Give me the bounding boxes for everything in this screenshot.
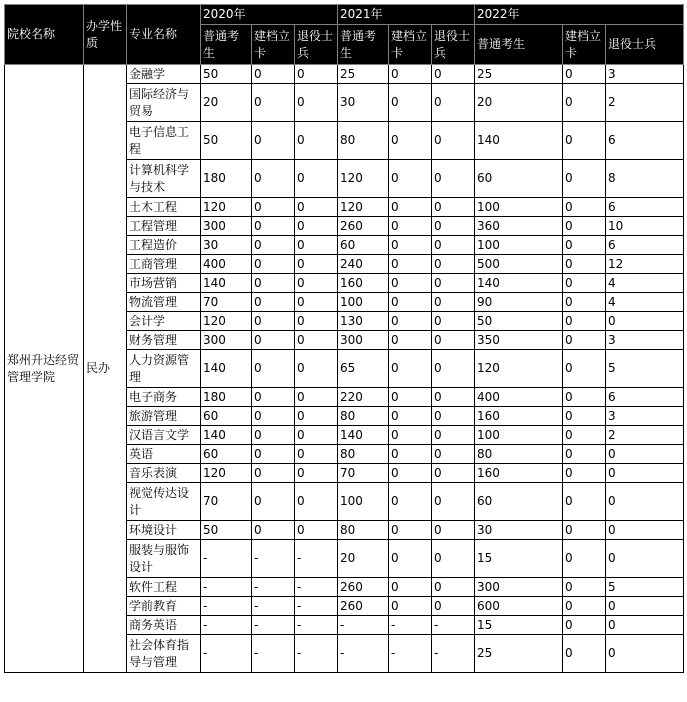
quota-cell: 30 [201, 236, 252, 255]
header-poverty-2021: 建档立卡 [389, 25, 432, 65]
quota-cell: 0 [432, 540, 475, 578]
quota-cell: 0 [389, 483, 432, 521]
quota-cell: 0 [389, 217, 432, 236]
quota-cell: 50 [201, 521, 252, 540]
quota-cell: - [252, 578, 295, 597]
quota-cell: 80 [475, 445, 563, 464]
quota-cell: 0 [389, 426, 432, 445]
quota-cell: 0 [432, 483, 475, 521]
header-year-2021: 2021年 [338, 5, 475, 25]
quota-cell: 0 [432, 274, 475, 293]
quota-cell: 0 [252, 407, 295, 426]
quota-cell: 0 [563, 274, 606, 293]
quota-cell: 90 [475, 293, 563, 312]
quota-cell: 0 [432, 426, 475, 445]
quota-cell: 20 [201, 84, 252, 122]
quota-cell: 3 [606, 331, 684, 350]
major-name-cell: 学前教育 [127, 597, 201, 616]
quota-cell: 140 [201, 350, 252, 388]
quota-cell: 12 [606, 255, 684, 274]
quota-cell: 120 [201, 312, 252, 331]
quota-cell: 120 [338, 198, 389, 217]
quota-cell: 0 [252, 217, 295, 236]
quota-cell: 80 [338, 521, 389, 540]
major-name-cell: 计算机科学与技术 [127, 160, 201, 198]
quota-cell: 4 [606, 293, 684, 312]
quota-cell: 50 [201, 65, 252, 84]
header-veteran-2021: 退役士兵 [432, 25, 475, 65]
header-regular-2020: 普通考生 [201, 25, 252, 65]
quota-cell: 400 [201, 255, 252, 274]
quota-cell: 0 [563, 331, 606, 350]
quota-cell: - [295, 540, 338, 578]
quota-cell: 0 [389, 65, 432, 84]
quota-cell: 0 [432, 578, 475, 597]
quota-cell: - [432, 616, 475, 635]
quota-cell: 0 [252, 521, 295, 540]
quota-cell: 0 [295, 160, 338, 198]
quota-cell: - [389, 635, 432, 673]
major-name-cell: 视觉传达设计 [127, 483, 201, 521]
quota-cell: 5 [606, 350, 684, 388]
school-name-cell: 郑州升达经贸管理学院 [5, 65, 84, 673]
quota-cell: 0 [295, 350, 338, 388]
quota-cell: - [201, 635, 252, 673]
quota-cell: 0 [563, 635, 606, 673]
quota-cell: 0 [295, 464, 338, 483]
major-name-cell: 英语 [127, 445, 201, 464]
quota-cell: - [295, 597, 338, 616]
quota-cell: 220 [338, 388, 389, 407]
quota-cell: 0 [295, 84, 338, 122]
quota-cell: 100 [475, 198, 563, 217]
quota-cell: 0 [563, 426, 606, 445]
quota-cell: 260 [338, 597, 389, 616]
quota-cell: 0 [252, 84, 295, 122]
quota-cell: 360 [475, 217, 563, 236]
quota-cell: 100 [338, 483, 389, 521]
quota-cell: 0 [295, 274, 338, 293]
quota-cell: 0 [389, 464, 432, 483]
quota-cell: 0 [563, 236, 606, 255]
major-name-cell: 电子商务 [127, 388, 201, 407]
quota-cell: 0 [252, 274, 295, 293]
quota-cell: 0 [563, 407, 606, 426]
quota-cell: 0 [563, 350, 606, 388]
major-name-cell: 商务英语 [127, 616, 201, 635]
quota-cell: 0 [606, 597, 684, 616]
quota-cell: 0 [389, 521, 432, 540]
quota-cell: 0 [432, 198, 475, 217]
quota-cell: - [295, 635, 338, 673]
quota-cell: 5 [606, 578, 684, 597]
quota-cell: 8 [606, 160, 684, 198]
quota-cell: 50 [201, 122, 252, 160]
quota-cell: 0 [432, 122, 475, 160]
quota-cell: 100 [475, 236, 563, 255]
quota-cell: 260 [338, 578, 389, 597]
quota-cell: 0 [432, 388, 475, 407]
quota-cell: - [201, 578, 252, 597]
table-body [5, 65, 684, 673]
quota-cell: 0 [389, 160, 432, 198]
quota-cell: 0 [432, 407, 475, 426]
quota-cell: 0 [563, 388, 606, 407]
quota-cell: - [252, 616, 295, 635]
quota-cell: 0 [295, 407, 338, 426]
quota-cell: 6 [606, 198, 684, 217]
quota-cell: 140 [338, 426, 389, 445]
quota-cell: 0 [295, 236, 338, 255]
quota-cell: 0 [295, 255, 338, 274]
quota-cell: 2 [606, 426, 684, 445]
quota-cell: 140 [201, 426, 252, 445]
quota-cell: 180 [201, 160, 252, 198]
quota-cell: 0 [432, 464, 475, 483]
admission-plan-table [4, 4, 684, 673]
quota-cell: 0 [389, 331, 432, 350]
quota-cell: 100 [475, 426, 563, 445]
major-name-cell: 工程管理 [127, 217, 201, 236]
header-major: 专业名称 [127, 5, 201, 65]
quota-cell: 0 [295, 198, 338, 217]
quota-cell: 160 [475, 464, 563, 483]
quota-cell: - [201, 540, 252, 578]
quota-cell: 0 [252, 255, 295, 274]
quota-cell: 0 [563, 483, 606, 521]
quota-cell: 0 [252, 312, 295, 331]
quota-cell: 0 [606, 464, 684, 483]
major-name-cell: 金融学 [127, 65, 201, 84]
quota-cell: 0 [295, 445, 338, 464]
quota-cell: 0 [432, 350, 475, 388]
quota-cell: 0 [432, 331, 475, 350]
quota-cell: 0 [389, 445, 432, 464]
major-name-cell: 环境设计 [127, 521, 201, 540]
quota-cell: 60 [338, 236, 389, 255]
header-poverty-2022: 建档立卡 [563, 25, 606, 65]
quota-cell: 0 [563, 464, 606, 483]
quota-cell: 0 [432, 160, 475, 198]
quota-cell: 120 [201, 198, 252, 217]
quota-cell: 0 [295, 388, 338, 407]
quota-cell: 0 [389, 236, 432, 255]
quota-cell: 0 [432, 312, 475, 331]
quota-cell: 0 [389, 350, 432, 388]
quota-cell: 130 [338, 312, 389, 331]
quota-cell: 6 [606, 388, 684, 407]
quota-cell: 25 [475, 65, 563, 84]
quota-cell: 0 [389, 84, 432, 122]
quota-cell: 0 [295, 293, 338, 312]
quota-cell: 80 [338, 445, 389, 464]
quota-cell: 300 [338, 331, 389, 350]
table-header [5, 5, 684, 65]
quota-cell: 0 [389, 293, 432, 312]
quota-cell: 300 [201, 331, 252, 350]
quota-cell: 0 [606, 540, 684, 578]
quota-cell: 15 [475, 616, 563, 635]
quota-cell: 300 [201, 217, 252, 236]
quota-cell: - [295, 616, 338, 635]
quota-cell: 0 [252, 426, 295, 445]
quota-cell: 0 [606, 616, 684, 635]
quota-cell: 0 [389, 578, 432, 597]
quota-cell: 0 [295, 122, 338, 160]
quota-cell: 0 [432, 236, 475, 255]
quota-cell: 80 [338, 122, 389, 160]
quota-cell: - [201, 616, 252, 635]
header-year-2020: 2020年 [201, 5, 338, 25]
quota-cell: 120 [201, 464, 252, 483]
quota-cell: 0 [563, 597, 606, 616]
major-name-cell: 音乐表演 [127, 464, 201, 483]
quota-cell: 0 [295, 65, 338, 84]
quota-cell: 0 [432, 293, 475, 312]
quota-cell: 65 [338, 350, 389, 388]
quota-cell: - [201, 597, 252, 616]
quota-cell: 0 [563, 578, 606, 597]
quota-cell: 0 [252, 122, 295, 160]
header-nature: 办学性质 [84, 5, 127, 65]
quota-cell: - [432, 635, 475, 673]
quota-cell: 10 [606, 217, 684, 236]
major-name-cell: 软件工程 [127, 578, 201, 597]
header-year-2022: 2022年 [475, 5, 684, 25]
quota-cell: 0 [563, 122, 606, 160]
quota-cell: 2 [606, 84, 684, 122]
quota-cell: 0 [432, 521, 475, 540]
quota-cell: 60 [201, 445, 252, 464]
quota-cell: 0 [252, 160, 295, 198]
quota-cell: 0 [295, 426, 338, 445]
quota-cell: 0 [432, 65, 475, 84]
quota-cell: 80 [338, 407, 389, 426]
quota-cell: - [252, 635, 295, 673]
quota-cell: - [389, 616, 432, 635]
quota-cell: 30 [475, 521, 563, 540]
quota-cell: 0 [563, 312, 606, 331]
quota-cell: 140 [475, 122, 563, 160]
quota-cell: 0 [389, 407, 432, 426]
quota-cell: - [252, 540, 295, 578]
major-name-cell: 工程造价 [127, 236, 201, 255]
quota-cell: 0 [389, 274, 432, 293]
quota-cell: 0 [432, 597, 475, 616]
major-name-cell: 市场营销 [127, 274, 201, 293]
major-name-cell: 人力资源管理 [127, 350, 201, 388]
quota-cell: 70 [201, 483, 252, 521]
quota-cell: 0 [295, 331, 338, 350]
major-name-cell: 财务管理 [127, 331, 201, 350]
quota-cell: 0 [252, 388, 295, 407]
quota-cell: 0 [606, 445, 684, 464]
quota-cell: 0 [389, 388, 432, 407]
quota-cell: 0 [252, 236, 295, 255]
quota-cell: 0 [295, 217, 338, 236]
quota-cell: 60 [201, 407, 252, 426]
major-name-cell: 旅游管理 [127, 407, 201, 426]
quota-cell: 0 [563, 217, 606, 236]
quota-cell: 0 [563, 521, 606, 540]
quota-cell: 0 [252, 293, 295, 312]
quota-cell: 70 [338, 464, 389, 483]
major-name-cell: 服装与服饰设计 [127, 540, 201, 578]
quota-cell: 0 [389, 255, 432, 274]
quota-cell: - [338, 616, 389, 635]
quota-cell: 300 [475, 578, 563, 597]
quota-cell: 4 [606, 274, 684, 293]
quota-cell: 0 [252, 65, 295, 84]
quota-cell: 0 [563, 445, 606, 464]
quota-cell: 0 [252, 350, 295, 388]
header-veteran-2022: 退役士兵 [606, 25, 684, 65]
major-name-cell: 国际经济与贸易 [127, 84, 201, 122]
quota-cell: 0 [606, 483, 684, 521]
quota-cell: 0 [295, 312, 338, 331]
header-school: 院校名称 [5, 5, 84, 65]
quota-cell: 0 [252, 483, 295, 521]
quota-cell: 0 [432, 445, 475, 464]
quota-cell: 6 [606, 122, 684, 160]
quota-cell: 0 [389, 597, 432, 616]
quota-cell: 0 [389, 198, 432, 217]
quota-cell: 3 [606, 407, 684, 426]
quota-cell: 0 [389, 540, 432, 578]
quota-cell: - [252, 597, 295, 616]
header-regular-2021: 普通考生 [338, 25, 389, 65]
quota-cell: 0 [563, 540, 606, 578]
header-poverty-2020: 建档立卡 [252, 25, 295, 65]
quota-cell: 500 [475, 255, 563, 274]
quota-cell: 25 [475, 635, 563, 673]
quota-cell: 0 [606, 521, 684, 540]
quota-cell: 30 [338, 84, 389, 122]
quota-cell: 60 [475, 160, 563, 198]
quota-cell: 0 [432, 217, 475, 236]
quota-cell: 100 [338, 293, 389, 312]
major-name-cell: 电子信息工程 [127, 122, 201, 160]
quota-cell: - [295, 578, 338, 597]
quota-cell: 60 [475, 483, 563, 521]
quota-cell: 600 [475, 597, 563, 616]
quota-cell: 0 [563, 198, 606, 217]
header-veteran-2020: 退役士兵 [295, 25, 338, 65]
quota-cell: 3 [606, 65, 684, 84]
quota-cell: 0 [432, 84, 475, 122]
header-regular-2022: 普通考生 [475, 25, 563, 65]
quota-cell: 0 [295, 521, 338, 540]
major-name-cell: 物流管理 [127, 293, 201, 312]
quota-cell: 120 [475, 350, 563, 388]
quota-cell: 0 [295, 483, 338, 521]
quota-cell: 160 [475, 407, 563, 426]
quota-cell: 0 [432, 255, 475, 274]
quota-cell: 350 [475, 331, 563, 350]
major-name-cell: 土木工程 [127, 198, 201, 217]
major-name-cell: 社会体育指导与管理 [127, 635, 201, 673]
quota-cell: 260 [338, 217, 389, 236]
quota-cell: 0 [252, 198, 295, 217]
quota-cell: 25 [338, 65, 389, 84]
quota-cell: 0 [563, 84, 606, 122]
quota-cell: 240 [338, 255, 389, 274]
quota-cell: 140 [201, 274, 252, 293]
table-row [5, 65, 684, 84]
major-name-cell: 工商管理 [127, 255, 201, 274]
quota-cell: 0 [252, 331, 295, 350]
major-name-cell: 会计学 [127, 312, 201, 331]
school-nature-cell: 民办 [84, 65, 127, 673]
quota-cell: 0 [389, 122, 432, 160]
quota-cell: 0 [252, 445, 295, 464]
quota-cell: 160 [338, 274, 389, 293]
quota-cell: 0 [606, 635, 684, 673]
quota-cell: 0 [563, 293, 606, 312]
quota-cell: 140 [475, 274, 563, 293]
quota-cell: 0 [563, 65, 606, 84]
quota-cell: 20 [338, 540, 389, 578]
quota-cell: 0 [563, 616, 606, 635]
quota-cell: 70 [201, 293, 252, 312]
quota-cell: 0 [389, 312, 432, 331]
quota-cell: 0 [563, 160, 606, 198]
quota-cell: 0 [563, 255, 606, 274]
quota-cell: 0 [606, 312, 684, 331]
quota-cell: 50 [475, 312, 563, 331]
quota-cell: 400 [475, 388, 563, 407]
major-name-cell: 汉语言文学 [127, 426, 201, 445]
quota-cell: 20 [475, 84, 563, 122]
quota-cell: - [338, 635, 389, 673]
quota-cell: 180 [201, 388, 252, 407]
quota-cell: 0 [252, 464, 295, 483]
quota-cell: 15 [475, 540, 563, 578]
quota-cell: 120 [338, 160, 389, 198]
quota-cell: 6 [606, 236, 684, 255]
